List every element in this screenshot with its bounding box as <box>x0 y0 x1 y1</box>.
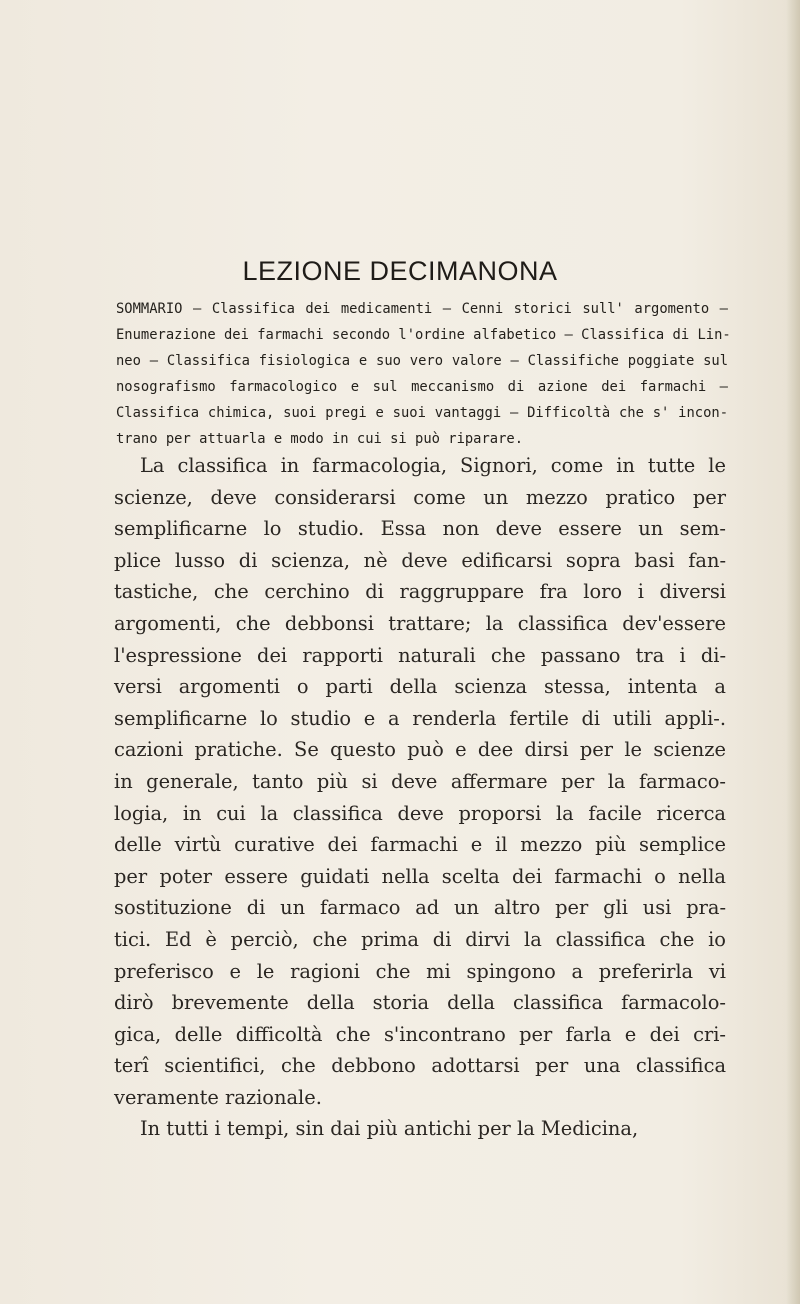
body-line: tici. Ed è perciò, che prima di dirvi la classifica che io <box>114 927 726 951</box>
body-line: l'espressione dei rapporti naturali che passano tra i di- <box>114 643 726 667</box>
body-line: sostituzione di un farmaco ad un altro per gli usi pra- <box>114 896 726 920</box>
summary-line: Enumerazione dei farmachi secondo l'ordine alfabetico — Classifica di Lin- <box>116 327 731 343</box>
body-line: In tutti i tempi, sin dai più antichi per la Medicina, <box>140 1117 639 1141</box>
summary-line: neo — Classifica fisiologica e suo vero valore — Classifiche poggiate sul <box>116 353 728 369</box>
body-line: gica, delle difficoltà che s'incontrano per farla e dei cri- <box>114 1022 726 1046</box>
body-text <box>114 450 726 1145</box>
body-line: versi argomenti o parti della scienza stessa, intenta a <box>114 675 726 699</box>
summary-line: trano per attuarla e modo in cui si può riparare. <box>116 431 524 447</box>
summary-line: nosografismo farmacologico e sul meccanismo di azione dei farmachi — <box>116 379 728 395</box>
summary-line: SOMMARIO — Classifica dei medicamenti — Cenni storici sull' argomento — <box>116 301 728 317</box>
page-edge-shadow <box>786 0 800 1304</box>
body-line: plice lusso di scienza, nè deve edificarsi sopra basi fan- <box>114 548 726 572</box>
body-line: logia, in cui la classifica deve proporsi la facile ricerca <box>114 801 726 825</box>
body-line: semplificarne lo studio. Essa non deve essere un sem- <box>114 517 726 541</box>
body-line: per poter essere guidati nella scelta dei farmachi o nella <box>114 864 726 888</box>
summary-block <box>116 296 731 452</box>
body-line: delle virtù curative dei farmachi e il mezzo più semplice <box>114 833 726 857</box>
body-line: La classifica in farmacologia, Signori, come in tutte le <box>140 454 726 477</box>
body-line: in generale, tanto più si deve affermare per la farmaco- <box>114 769 726 793</box>
body-line: cazioni pratiche. Se questo può e dee dirsi per le scienze <box>114 738 726 762</box>
body-line: semplificarne lo studio e a renderla fertile di utili appli-. <box>114 706 726 730</box>
body-line: dirò brevemente della storia della classifica farmacolo- <box>114 991 726 1015</box>
summary-line: Classifica chimica, suoi pregi e suoi vantaggi — Difficoltà che s' incon- <box>116 405 728 421</box>
body-line: argomenti, che debbonsi trattare; la classifica dev'essere <box>114 611 726 635</box>
body-line: preferisco e le ragioni che mi spingono a preferirla vi <box>114 959 726 983</box>
body-line: scienze, deve considerarsi come un mezzo pratico per <box>114 485 726 509</box>
lecture-heading: LEZIONE DECIMANONA <box>242 256 558 286</box>
body-line: terî scientifici, che debbono adottarsi per una classifica <box>114 1054 726 1078</box>
body-line: tastiche, che cerchino di raggruppare fra loro i diversi <box>114 580 726 604</box>
body-line: veramente razionale. <box>114 1085 322 1109</box>
